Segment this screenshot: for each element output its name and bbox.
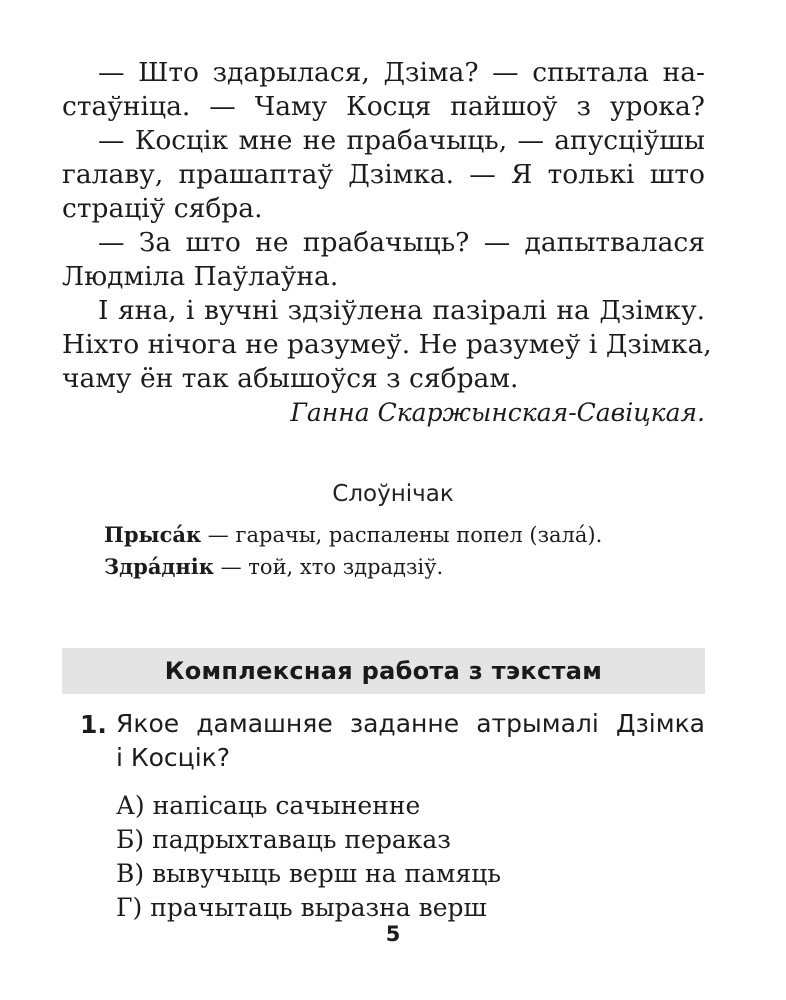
section-title: Комплексная работа з тэкстам <box>164 657 603 685</box>
question-text <box>116 707 705 775</box>
question-block <box>62 707 705 925</box>
answer-option-d: Г) прачытаць выразна верш <box>116 893 487 922</box>
question-line: і Косцік? <box>116 743 231 772</box>
story-line: Ніхто нічога не разумеў. Не разумеў і Дзімка, <box>62 329 712 360</box>
question-number: 1. <box>80 710 107 739</box>
vocabulary-term: Прыса́к <box>104 522 202 547</box>
answer-option-b: Б) падрыхтаваць пераказ <box>116 825 451 854</box>
page-number: 5 <box>385 922 401 946</box>
story-text <box>62 56 712 430</box>
vocabulary-definition: — той, хто здрадзіў. <box>213 555 444 579</box>
story-line: галаву, прашаптаў Дзімка. — Я толькі што <box>62 159 705 190</box>
vocabulary-term: Здра́днік <box>104 554 214 579</box>
answer-options <box>116 789 705 925</box>
vocabulary-entry <box>104 551 724 583</box>
story-line: — Косцік мне не прабачыць, — апусціўшы <box>98 125 705 156</box>
vocabulary-list <box>104 519 724 583</box>
section-banner <box>62 648 705 694</box>
question-line: Якое дамашняе заданне атрымалі Дзімка <box>116 709 705 738</box>
story-line: — Што здарылася, Дзіма? — спытала на- <box>98 57 705 88</box>
story-author: Ганна Скаржынская-Савіцкая. <box>290 398 705 427</box>
vocabulary-title: Слоўнічак <box>332 481 454 507</box>
story-line: страціў сябра. <box>62 193 263 224</box>
story-line: І яна, і вучні здзіўлена пазіралі на Дзімку. <box>98 295 705 326</box>
story-line: чаму ён так абышоўся з сябрам. <box>62 363 519 394</box>
answer-option-a: А) напісаць сачыненне <box>116 791 421 820</box>
answer-option-c: В) вывучыць верш на памяць <box>116 859 501 888</box>
story-line: — За што не прабачыць? — дапытвалася <box>98 227 705 258</box>
vocabulary-entry <box>104 519 724 551</box>
vocabulary-definition: — гарачы, распалены попел (зала́). <box>201 523 603 547</box>
story-line: Людміла Паўлаўна. <box>62 261 339 292</box>
story-line: стаўніца. — Чаму Косця пайшоў з урока? <box>62 91 705 122</box>
